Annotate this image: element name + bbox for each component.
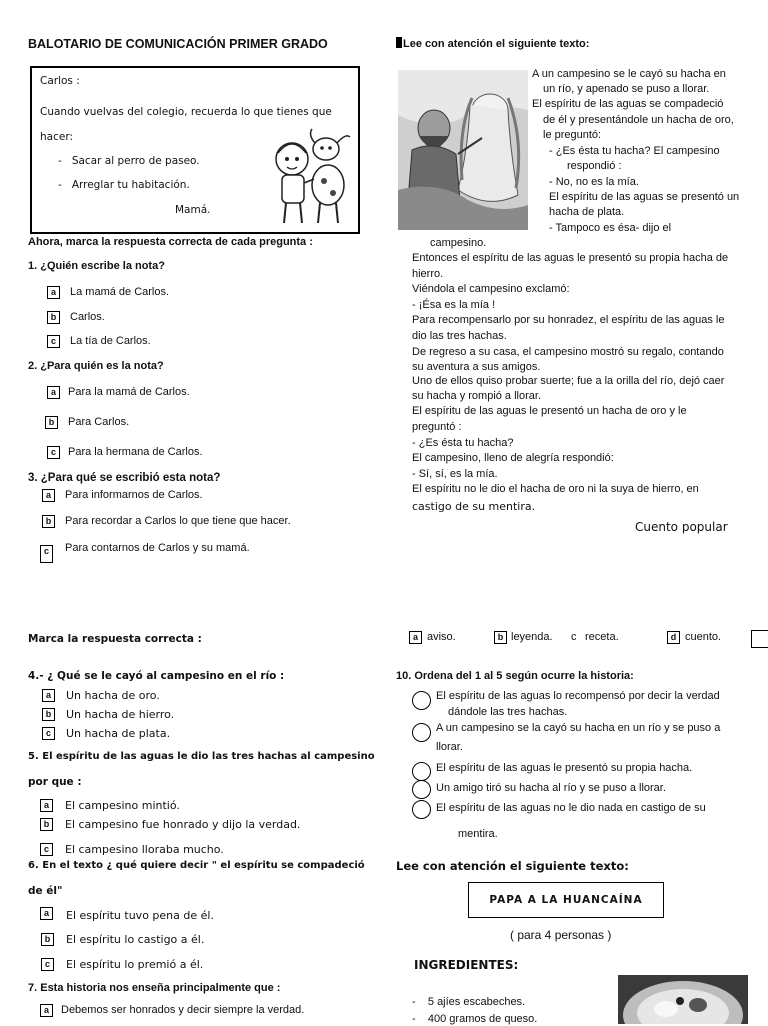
- story-line: de él y presentándole un hacha de oro,: [543, 114, 734, 126]
- option-text: El campesino fue honrado y dijo la verdad.: [65, 818, 301, 831]
- option-checkbox[interactable]: a: [409, 631, 422, 644]
- story-line: - ¿Es ésta tu hacha?: [412, 437, 514, 449]
- story-line: De regreso a su casa, el campesino mostró su regalo, contando: [412, 346, 724, 358]
- option-text: Carlos.: [70, 311, 105, 323]
- option-text: Un hacha de oro.: [66, 689, 160, 702]
- story-line: Uno de ellos quiso probar suerte; fue a la orilla del río, dejó caer: [412, 375, 725, 387]
- option-checkbox[interactable]: c: [40, 843, 53, 856]
- story-header-text: Lee con atención el siguiente texto:: [403, 38, 590, 50]
- option-checkbox[interactable]: a: [40, 1004, 53, 1017]
- story-header: [396, 37, 589, 51]
- question-7: 7. Esta historia nos enseña principalmente que :: [28, 982, 281, 994]
- question-4: 4.- ¿ Qué se le cayó al campesino en el río :: [28, 670, 285, 682]
- option-checkbox[interactable]: d: [667, 631, 680, 644]
- story-line: su hacha y rompió a llorar.: [412, 390, 542, 402]
- order-text: A un campesino se la cayó su hacha en un río y se puso a: [436, 722, 721, 734]
- note-item: - Arreglar tu habitación.: [58, 179, 190, 191]
- question-5-cont: por que :: [28, 776, 82, 788]
- order-text: El espíritu de las aguas lo recompensó por decir la verdad: [436, 690, 720, 702]
- option-text: Para Carlos.: [68, 416, 130, 428]
- story-line: campesino.: [430, 237, 487, 249]
- recipe-title: PAPA A LA HUANCAÍNA: [489, 894, 643, 906]
- ingredient-text: 5 ajíes escabeches.: [427, 996, 526, 1008]
- story-line: El espíritu de las aguas le presentó un hacha de oro y le: [412, 405, 687, 417]
- question-10: 10. Ordena del 1 al 5 según ocurre la historia:: [396, 670, 634, 682]
- note-line: Cuando vuelvas del colegio, recuerda lo que tienes que: [40, 106, 332, 118]
- story-line: - Sí, sí, es la mía.: [412, 468, 498, 480]
- story-line: - No, no es la mía.: [549, 176, 639, 188]
- option-checkbox[interactable]: b: [42, 708, 55, 721]
- option-checkbox[interactable]: c: [41, 958, 54, 971]
- story-line: un río, y apenado se puso a llorar.: [543, 83, 710, 95]
- option-text: Para la mamá de Carlos.: [68, 386, 190, 398]
- recipe-title-box: [468, 882, 664, 918]
- order-text: Un amigo tiró su hacha al río y se puso a llorar.: [436, 782, 666, 794]
- story-line: hacha de plata.: [549, 206, 625, 218]
- ingredient-text: 400 gramos de queso.: [427, 1013, 538, 1025]
- order-circle[interactable]: [412, 723, 431, 742]
- story-line: - ¿Es ésta tu hacha? El campesino: [549, 145, 720, 157]
- option-checkbox[interactable]: b: [41, 933, 54, 946]
- option-checkbox[interactable]: a: [40, 799, 53, 812]
- order-circle[interactable]: [412, 762, 431, 781]
- instruction-text: Ahora, marca la respuesta correcta de cada pregunta :: [28, 236, 313, 248]
- instruction-text: Marca la respuesta correcta :: [28, 633, 202, 645]
- option-checkbox[interactable]: a: [47, 286, 60, 299]
- note-item-text: Sacar al perro de paseo.: [71, 155, 200, 167]
- option-checkbox[interactable]: c: [47, 335, 60, 348]
- option-checkbox[interactable]: b: [47, 311, 60, 324]
- option-checkbox[interactable]: a: [42, 689, 55, 702]
- option-checkbox[interactable]: b: [42, 515, 55, 528]
- note-greeting: Carlos :: [40, 75, 80, 87]
- story-line: Viéndola el campesino exclamó:: [412, 283, 570, 295]
- story-line: dio las tres hachas.: [412, 330, 507, 342]
- option-letter: c: [571, 631, 577, 643]
- ingredient-item: - 5 ajíes escabeches.: [412, 996, 526, 1008]
- story-line: preguntó :: [412, 421, 462, 433]
- option-checkbox[interactable]: b: [494, 631, 507, 644]
- option-text: El espíritu lo castigo a él.: [66, 933, 205, 946]
- story-line: El campesino, lleno de alegría respondió:: [412, 452, 614, 464]
- ingredient-item: - 400 gramos de queso.: [412, 1013, 538, 1025]
- ingredients-label: INGREDIENTES:: [414, 958, 519, 972]
- question-6: 6. En el texto ¿ qué quiere decir " el espíritu se compadeció: [28, 860, 365, 871]
- order-circle[interactable]: [412, 780, 431, 799]
- story-line: Entonces el espíritu de las aguas le presentó su propia hacha de: [412, 252, 729, 264]
- page-title: BALOTARIO DE COMUNICACIÓN PRIMER GRADO: [28, 37, 328, 51]
- note-item-text: Arreglar tu habitación.: [71, 179, 190, 191]
- story-line: El espíritu de las aguas se presentó un: [549, 191, 740, 203]
- story-line: - Tampoco es ésa- dijo el: [549, 222, 672, 234]
- bullet-icon: [396, 37, 402, 48]
- story-line: le preguntó:: [543, 129, 602, 141]
- option-checkbox[interactable]: c: [42, 727, 55, 740]
- option-text: Un hacha de plata.: [66, 727, 171, 740]
- order-text: mentira.: [458, 828, 498, 840]
- note-item: - Sacar al perro de paseo.: [58, 155, 200, 167]
- question-5: 5. El espíritu de las aguas le dio las tres hachas al campesino: [28, 751, 375, 762]
- story-line: El espíritu de las aguas se compadeció: [532, 98, 724, 110]
- order-text: El espíritu de las aguas le presentó su propia hacha.: [436, 762, 693, 774]
- order-circle[interactable]: [412, 691, 431, 710]
- story-line: El espíritu no le dio el hacha de oro ni la suya de hierro, en: [412, 483, 699, 495]
- option-text: Para contarnos de Carlos y su mamá.: [65, 542, 250, 554]
- option-text: leyenda.: [511, 631, 553, 643]
- question-1: 1. ¿Quién escribe la nota?: [28, 260, 165, 272]
- option-text: Para informarnos de Carlos.: [65, 489, 203, 501]
- option-checkbox[interactable]: a: [47, 386, 60, 399]
- question-2: 2. ¿Para quién es la nota?: [28, 360, 164, 372]
- option-text: El campesino mintió.: [65, 799, 180, 812]
- option-text: Debemos ser honrados y decir siempre la verdad.: [61, 1004, 305, 1016]
- dish-photo: [618, 975, 748, 1024]
- question-3: 3. ¿Para qué se escribió esta nota?: [28, 472, 221, 484]
- recipe-header: Lee con atención el siguiente texto:: [396, 859, 629, 873]
- note-line: hacer:: [40, 131, 73, 143]
- story-line: respondió :: [567, 160, 622, 172]
- option-text: cuento.: [685, 631, 722, 643]
- option-text: Para recordar a Carlos lo que tiene que hacer.: [65, 515, 291, 527]
- note-signature: Mamá.: [175, 204, 211, 216]
- question-6-cont: de él": [28, 885, 63, 897]
- option-text: La tía de Carlos.: [70, 335, 151, 347]
- order-circle[interactable]: [412, 800, 431, 819]
- option-checkbox[interactable]: c: [40, 545, 53, 563]
- note-box: [30, 66, 360, 234]
- story-line: A un campesino se le cayó su hacha en: [532, 68, 726, 80]
- recipe-portions: ( para 4 personas ): [510, 928, 612, 942]
- story-line: su aventura a sus amigos.: [412, 361, 541, 373]
- story-illustration: [398, 70, 528, 230]
- option-checkbox[interactable]: b: [40, 818, 53, 831]
- option-text: El espíritu tuvo pena de él.: [66, 909, 214, 922]
- story-line: hierro.: [412, 268, 444, 280]
- option-text: aviso.: [427, 631, 456, 643]
- empty-checkbox[interactable]: [751, 630, 768, 648]
- option-text: Un hacha de hierro.: [66, 708, 175, 721]
- option-checkbox[interactable]: a: [40, 907, 53, 920]
- option-checkbox[interactable]: a: [42, 489, 55, 502]
- story-line: - ¡Ésa es la mía !: [412, 299, 496, 311]
- option-checkbox[interactable]: c: [47, 446, 60, 459]
- order-text: llorar.: [436, 741, 463, 753]
- story-line: castigo de su mentira.: [412, 500, 536, 513]
- option-text: La mamá de Carlos.: [70, 286, 170, 298]
- order-text: dándole las tres hachas.: [448, 706, 568, 718]
- story-source: Cuento popular: [635, 520, 728, 534]
- option-checkbox[interactable]: b: [45, 416, 58, 429]
- boy-and-dog-illustration: [264, 123, 356, 229]
- order-text: El espíritu de las aguas no le dio nada en castigo de su: [436, 802, 706, 814]
- option-text: El espíritu lo premió a él.: [66, 958, 204, 971]
- story-line: Para recompensarlo por su honradez, el espíritu de las aguas le: [412, 314, 725, 326]
- option-text: El campesino lloraba mucho.: [65, 843, 224, 856]
- option-text: receta.: [585, 631, 619, 643]
- option-text: Para la hermana de Carlos.: [68, 446, 203, 458]
